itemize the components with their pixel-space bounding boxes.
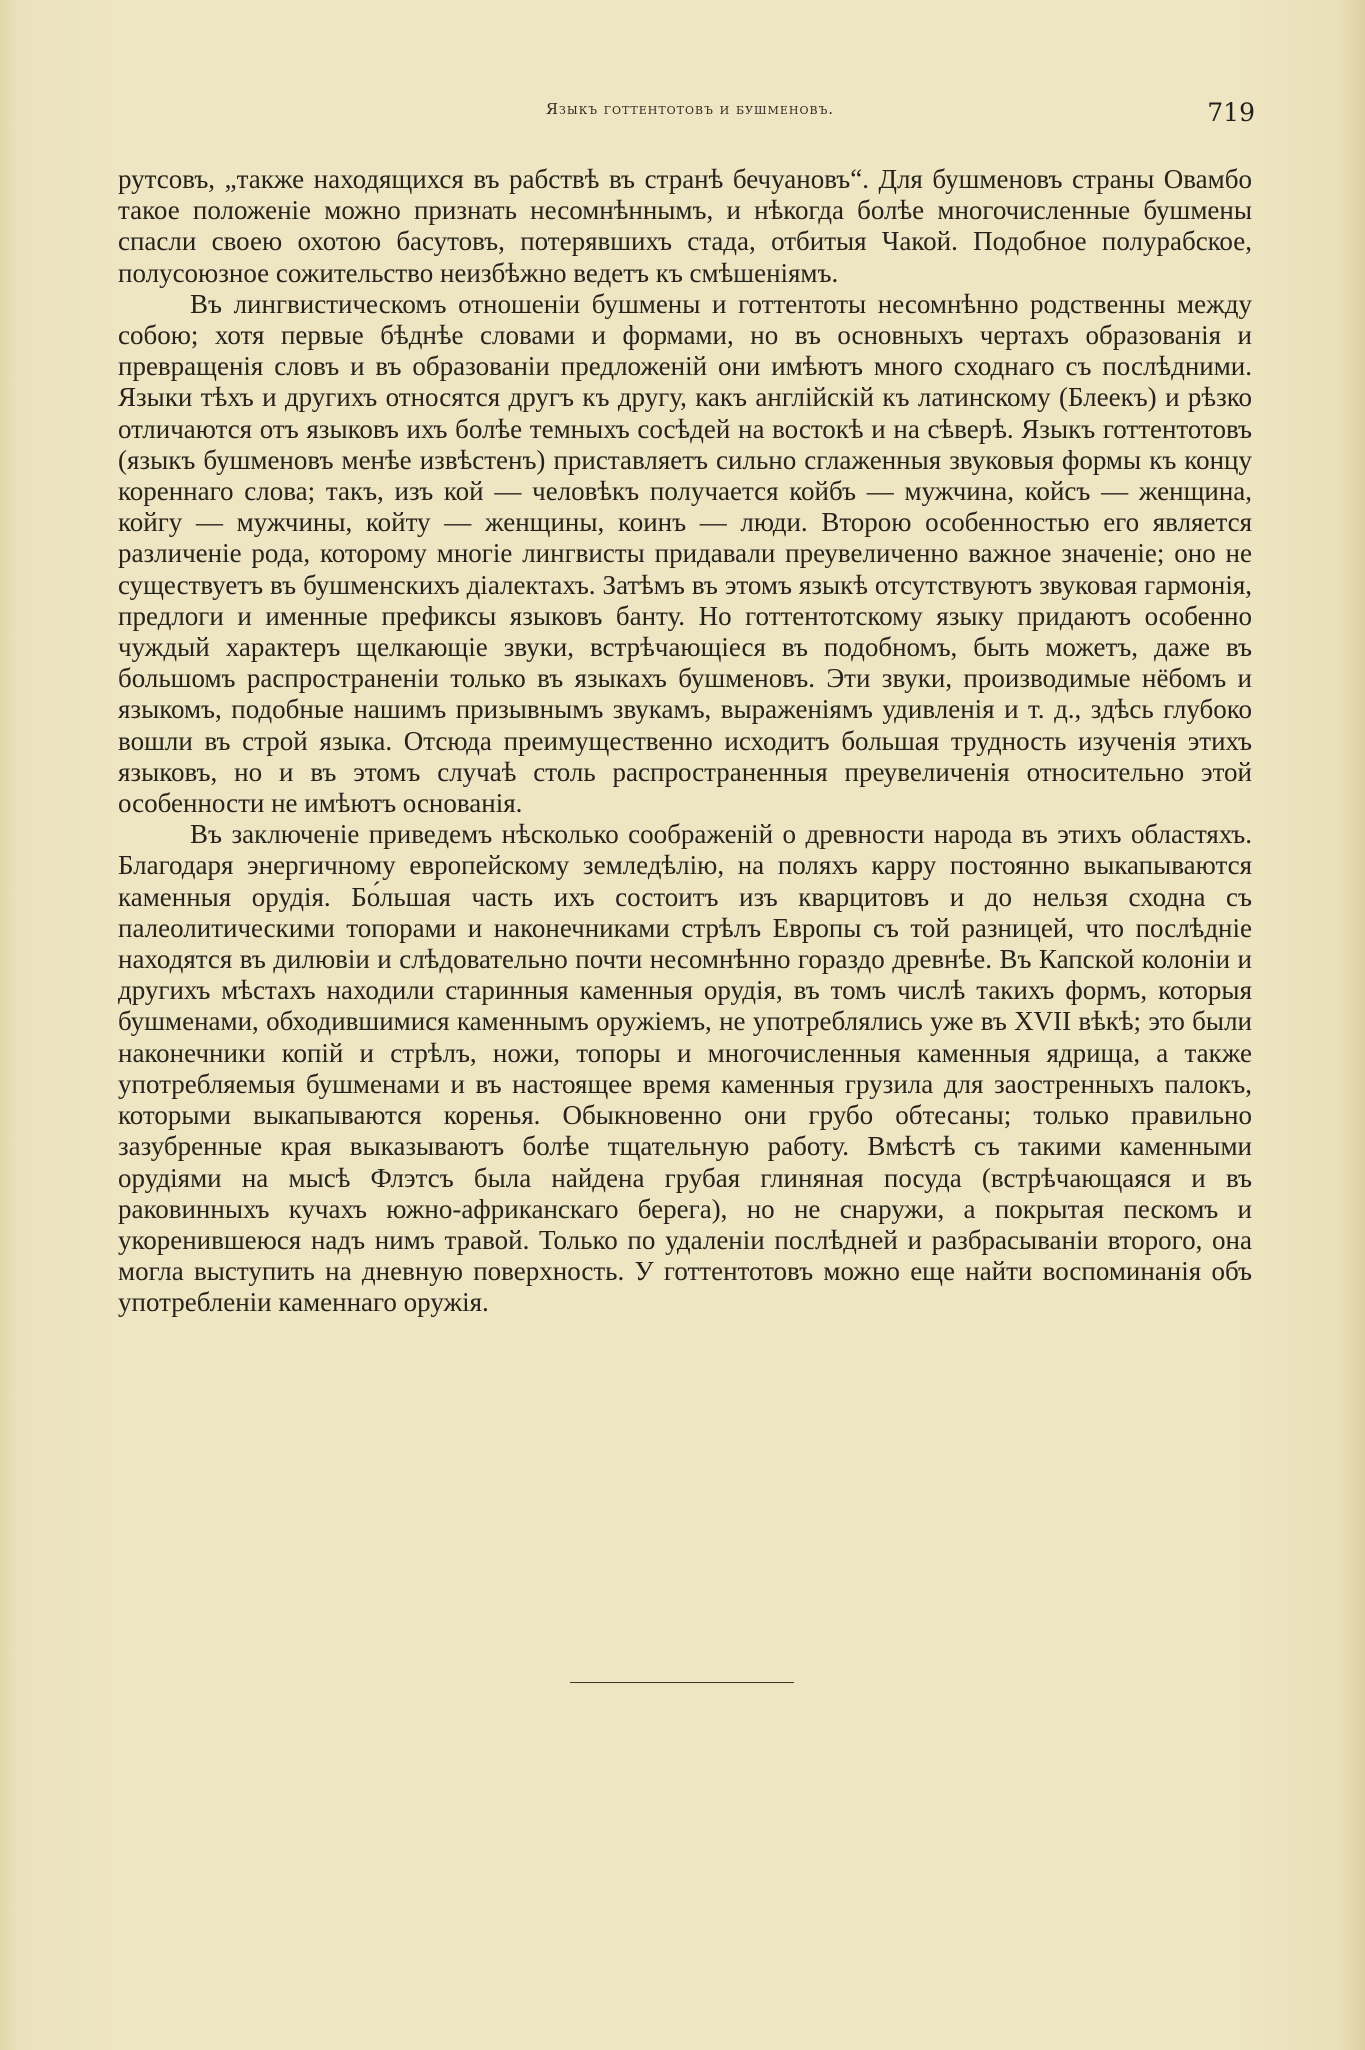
body-text [118, 164, 1252, 1319]
paragraph-linguistics: Въ лингвистическомъ отношеніи бушмены и готтентоты несомнѣнно родственны между собою; хотя первые бѣднѣе словами и формами, но въ основныхъ чертахъ образованія и превращенія словъ и въ образованіи предложеній они имѣютъ много сходнаго съ послѣдними. Языки тѣхъ и другихъ относятся другъ къ другу, какъ англійскій къ латинскому (Блеекъ) и рѣзко отличаются отъ языковъ ихъ болѣе темныхъ сосѣдей на востокѣ и на сѣверѣ. Языкъ готтентотовъ (языкъ бушменовъ менѣе извѣстенъ) приставляетъ сильно сглаженныя звуковыя формы къ концу кореннаго слова; такъ, изъ кой — человѣкъ получается койбъ — мужчина, койсъ — женщина, койгу — мужчины, койту — женщины, коинъ — люди. Второю особенностью его является различеніе рода, которому многіе лингвисты придавали преувеличенно важное значеніе; оно не существуетъ въ бушменскихъ діалектахъ. Затѣмъ въ этомъ языкѣ отсутствуютъ звуковая гармонія, предлоги и именные префиксы языковъ банту. Но готтентотскому языку придаютъ особенно чуждый характеръ щелкающіе звуки, встрѣчающіеся въ подобномъ, быть можетъ, даже въ большомъ распространеніи только въ языкахъ бушменовъ. Эти звуки, производимые нёбомъ и языкомъ, подобные нашимъ призывнымъ звукамъ, выраженіямъ удивленія и т. д., здѣсь глубоко вошли въ строй языка. Отсюда преимущественно исходитъ большая трудность изученія этихъ языковъ, но и въ этомъ случаѣ столь распространенныя преувеличенія относительно этой особенности не имѣютъ основанія. [118, 288, 1252, 819]
section-end-rule [570, 1682, 794, 1683]
running-head: Языкъ готтентотовъ и бушменовъ. [545, 100, 835, 118]
page-number: 719 [1207, 98, 1255, 127]
paragraph-continued: рутсовъ, „также находящихся въ рабствѣ въ странѣ бечуановъ“. Для бушменовъ страны Овамбо такое положеніе можно признать несомнѣннымъ, и нѣкогда болѣе многочисленные бушмены спасли своею охотою басутовъ, потерявшихъ стада, отбитыя Чакой. Подобное полурабское, полусоюзное сожительство неизбѣжно ведетъ къ смѣшеніямъ. [118, 164, 1252, 288]
paragraph-antiquity: Въ заключеніе приведемъ нѣсколько соображеній о древности народа въ этихъ областяхъ. Благодаря энергичному европейскому земледѣлію, на поляхъ карру постоянно выкапываются каменныя орудія. Бо́льшая часть ихъ состоитъ изъ кварцитовъ и до нельзя сходна съ палеолитическими топорами и наконечниками стрѣлъ Европы съ той разницей, что послѣдніе находятся въ дилювіи и слѣдовательно почти несомнѣнно гораздо древнѣе. Въ Капской колоніи и другихъ мѣстахъ находили старинныя каменныя орудія, въ томъ числѣ такихъ формъ, которыя бушменами, обходившимися каменнымъ оружіемъ, не употреблялись уже въ XVII вѣкѣ; это были наконечники копій и стрѣлъ, ножи, топоры и многочисленныя каменныя ядрища, а также употребляемыя бушменами и въ настоящее время каменныя грузила для заостренныхъ палокъ, которыми выкапываются коренья. Обыкновенно они грубо обтесаны; только правильно зазубренные края выказываютъ болѣе тщательную работу. Вмѣстѣ съ такими каменными орудіями на мысѣ Флэтсъ была найдена грубая глиняная посуда (встрѣчающаяся и въ раковинныхъ кучахъ южно-африканскаго берега), но не снаружи, а покрытая пескомъ и укоренившеюся надъ нимъ травой. Только по удаленіи послѣдней и разбрасываніи второго, она могла выступить на дневную поверхность. У готтентотовъ можно еще найти воспоминанія объ употребленіи каменнаго оружія. [118, 819, 1252, 1318]
